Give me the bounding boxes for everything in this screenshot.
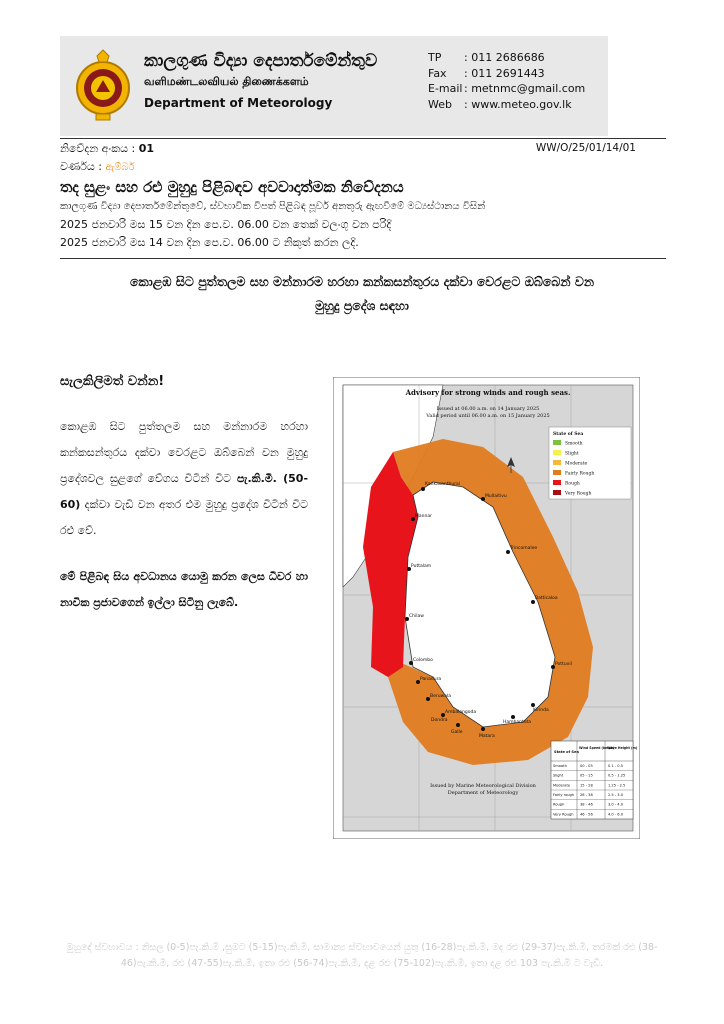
svg-text:Rough: Rough	[553, 802, 565, 807]
legend-swatch	[553, 450, 561, 455]
place-label: Panadura	[420, 677, 442, 682]
table-header: Wave Height (m)	[607, 746, 638, 750]
place-label: Kankasanthurai	[425, 482, 461, 487]
legend-label: Moderate	[565, 461, 588, 467]
valid-until-line: 2025 ජනවාරි මස 15 වන දින පෙ.ව. 06.00 වන තෙක් වලංගු වන පරිදි	[60, 218, 392, 231]
map-valid: Valid period until 06.00 a.m. on 15 January 2025	[426, 413, 550, 419]
issuer-line: කාලගුණ විද්‍යා දෙපාර්තමේන්තුවේ, ස්වභාවික විපත් පිළිබඳ පූර්ව අනතුරු ඇඟවීමේ මධ්‍යස්ථානය විසින්	[60, 201, 486, 212]
svg-text:3.0 - 4.0: 3.0 - 4.0	[608, 802, 624, 807]
place-label: Trincomalee	[510, 546, 538, 551]
svg-text:2.5 - 3.0: 2.5 - 3.0	[608, 793, 624, 797]
place-label: Mannar	[415, 514, 432, 519]
department-name-english: Department of Meteorology	[144, 96, 333, 110]
svg-text:0.1 - 0.5: 0.1 - 0.5	[608, 764, 624, 768]
sea-state-footnote: මුහුදේ ස්වභාවය : නිසල (0-5)පැ.කි.මී ,සුමට (5-15)පැ.කි.මී, සාමාන්‍ය ස්වභාවයෙන් යුතු (16-28)පැ.කි.මී, මද රළු (29-37)පැ.කි.මී, තරමක් රළු (38-46)පැ.කි.මී, රළු (47-55)පැ.කි.මී, ඉතා රළු (56-74)පැ.කි.මී, දළ රළු (75-102)පැ.කි.මී, ඉතා දළ රළු 103 පැ.කි.මී ට වැඩි.	[66, 942, 658, 969]
svg-text:15 - 28: 15 - 28	[580, 783, 593, 788]
legend-label: Rough	[565, 481, 580, 487]
place-label: Mullaitivu	[485, 494, 507, 499]
place-label: Pottuvil	[555, 662, 572, 667]
letterhead	[60, 36, 608, 136]
department-name-tamil: வளிமண்டலவியல் திணைக்களம்	[144, 75, 309, 88]
contact-block	[428, 50, 585, 112]
svg-text:1.25 - 2.5: 1.25 - 2.5	[608, 783, 626, 788]
sea-state-table	[551, 741, 638, 819]
table-header: Wind Speed (kmph)	[579, 746, 615, 750]
legend-swatch	[553, 470, 561, 475]
legend-label: Very Rough	[565, 491, 592, 497]
legend-title: State of Sea	[553, 432, 584, 437]
place-label: Matara	[479, 734, 495, 739]
request-paragraph: මේ පිළිබඳ සිය අවධානය යොමු කරන ලෙස ධීවර හා නාවික ප්‍රජාවගෙන් ඉල්ලා සිටිනු ලැබේ.	[60, 570, 308, 609]
wind-speed-range: පැ.කි.මී. (50-60)	[60, 472, 309, 511]
notice-title: තද සුළං සහ රළු මුහුදු පිළිබඳව අවවාදාත්මක නිවේදනය	[60, 178, 404, 196]
svg-text:00 - 05: 00 - 05	[580, 764, 593, 768]
svg-text:Moderate: Moderate	[553, 783, 571, 788]
svg-text:46 - 56: 46 - 56	[580, 812, 593, 817]
svg-text:Fairly rough: Fairly rough	[553, 793, 575, 797]
legend-label: Smooth	[565, 441, 583, 447]
place-label: Dondra	[431, 718, 448, 723]
notice-reference: WW/O/25/01/14/01	[535, 142, 636, 154]
map-issued: Issued at 06.00 a.m. on 14 January 2025	[436, 406, 540, 412]
place-label: Puttalam	[411, 564, 432, 569]
map-issued-by: Issued by Marine Meteorological Division	[430, 783, 536, 789]
sri-lanka-emblem-icon	[74, 48, 132, 124]
map-legend	[549, 427, 631, 499]
legend-swatch	[553, 460, 561, 465]
svg-text:28 - 38: 28 - 38	[580, 793, 593, 797]
contact-label: Web	[428, 97, 452, 111]
svg-text:Slight: Slight	[553, 773, 564, 778]
department-name-sinhala: කාලගුණ විද්‍යා දෙපාර්තමේන්තුව	[144, 51, 378, 71]
legend-label: Slight	[565, 451, 579, 457]
section-divider	[60, 258, 666, 259]
header-divider	[60, 138, 666, 139]
svg-text:4.0 - 6.0: 4.0 - 6.0	[608, 812, 624, 817]
contact-email[interactable]: : metnmc@gmail.com	[464, 82, 586, 95]
map-title: Advisory for strong winds and rough seas.	[405, 388, 571, 397]
contact-fax: : 011 2691443	[464, 66, 545, 80]
caution-heading: සැලකිලිමත් වන්න!	[60, 374, 165, 389]
notice-number-value: 01	[138, 142, 155, 155]
legend-swatch	[553, 480, 561, 485]
contact-label: E-mail	[428, 82, 463, 95]
place-label: Batticaloa	[535, 596, 558, 601]
contact-label: Fax	[428, 66, 447, 80]
place-label: Chilaw	[409, 614, 424, 619]
notice-number: නිවේදන අංකය : 01	[60, 142, 155, 155]
table-header: State of Sea	[554, 750, 579, 754]
contact-phone: : 011 2686686	[464, 51, 545, 64]
advisory-paragraph: කොළඹ සිට පුත්තලම සහ මන්නාරම හරහා කන්කසන්තුරය දක්වා වෙරළට ඔබ්බෙන් වන මුහුදු ප්‍රදේශවල සුළගේ වේගය විටින් විට පැ.කි.මී. (50-60) දක්වා වැඩි වන අතර එම මුහුදු ප්‍රදේශ විටින් විට රළු වේ.	[60, 420, 309, 537]
sea-state-map	[333, 377, 640, 839]
legend-swatch	[553, 440, 561, 445]
place-label: Colombo	[413, 658, 433, 663]
issued-on-line: 2025 ජනවාරි මස 14 වන දින පෙ.ව. 06.00 ට නිකුත් කරන ලදි.	[60, 236, 359, 249]
svg-text:Very Rough: Very Rough	[553, 812, 574, 817]
map-issued-by-dept: Department of Meteorology	[447, 790, 519, 796]
legend-swatch	[553, 490, 561, 495]
place-label: Beruwala	[430, 694, 452, 699]
place-label: Kirinda	[533, 708, 549, 713]
place-label: Ambalangoda	[445, 710, 477, 715]
svg-text:0.5 - 1.25: 0.5 - 1.25	[608, 773, 626, 778]
svg-text:05 - 15: 05 - 15	[580, 773, 593, 778]
area-heading: කොළඹ සිට පුත්තලම සහ මන්නාරම හරහා කන්කසන්තුරය දක්වා වෙරළට ඔබ්බෙන් වන මුහුදු ප්‍රදේශ සඳහා	[129, 274, 595, 313]
colour-value: ඇම්බර්	[105, 162, 135, 173]
notice-colour: වර්ණය : ඇම්බර්	[60, 160, 135, 173]
contact-web[interactable]: : www.meteo.gov.lk	[464, 97, 572, 111]
svg-text:Smooth: Smooth	[553, 764, 567, 768]
place-label: Galle	[451, 730, 463, 735]
svg-text:38 - 46: 38 - 46	[580, 802, 593, 807]
issue-details	[60, 198, 485, 252]
place-label: Hambantota	[503, 720, 532, 725]
legend-label: Fairly Rough	[565, 471, 595, 477]
contact-label: TP	[428, 51, 442, 64]
